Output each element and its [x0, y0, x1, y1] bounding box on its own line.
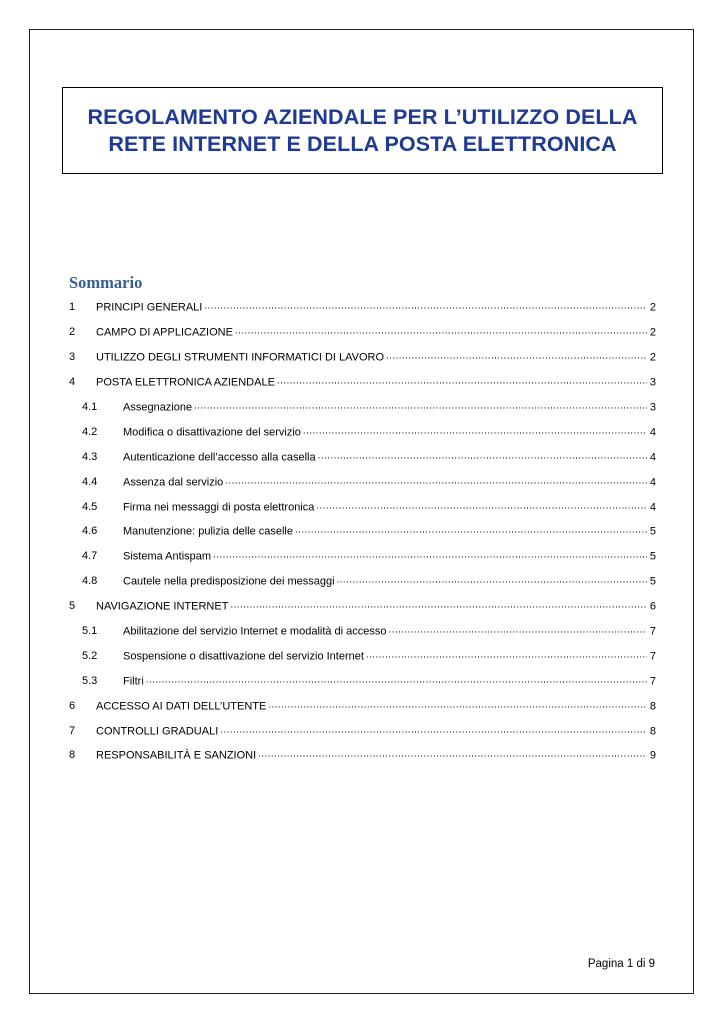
toc-entry-number: 4.5 [82, 500, 98, 513]
toc-entry-number: 3 [69, 351, 76, 364]
toc-entry[interactable] [69, 295, 656, 320]
toc-entry[interactable] [69, 494, 656, 519]
toc-entry[interactable] [69, 544, 656, 569]
toc-entry[interactable] [69, 569, 656, 594]
toc-entry-number: 5.3 [82, 674, 98, 687]
toc-entry-number: 8 [69, 749, 76, 762]
toc-entry-label: Sospensione o disattivazione del servizio Internet [123, 650, 364, 663]
toc-entry-page: 3 [649, 401, 656, 414]
toc-entry-number: 2 [69, 326, 76, 339]
toc-entry-page: 5 [649, 550, 656, 563]
toc-entry-label: RESPONSABILITÀ E SANZIONI [96, 749, 257, 762]
toc-entry[interactable] [69, 693, 656, 718]
toc-entry-body [123, 401, 656, 414]
toc-entry-number: 4 [69, 376, 76, 389]
toc-dot-leader [295, 525, 647, 535]
toc-entry[interactable] [69, 594, 656, 619]
toc-entry-body [96, 326, 656, 339]
toc-entry-body [123, 525, 656, 538]
toc-entry-label: CAMPO DI APPLICAZIONE [96, 326, 233, 339]
toc-entry[interactable] [69, 444, 656, 469]
toc-entry-label: Modifica o disattivazione del servizio [123, 426, 301, 439]
toc-entry-body [123, 450, 656, 463]
toc-entry-page: 2 [649, 351, 656, 364]
toc-entry[interactable] [69, 320, 656, 345]
toc-entry[interactable] [69, 718, 656, 743]
toc-entry-body [96, 749, 656, 762]
toc-entry-label: UTILIZZO DEGLI STRUMENTI INFORMATICI DI LAVORO [96, 351, 385, 364]
toc-entry-page: 5 [649, 525, 656, 538]
page-footer: Pagina 1 di 9 [587, 958, 655, 970]
toc-entry-label: Abilitazione del servizio Internet e modalità di accesso [123, 625, 387, 638]
toc-entry-number: 5 [69, 600, 76, 613]
toc-entry-number: 4.8 [82, 575, 98, 588]
toc-entry-number: 5.1 [82, 625, 98, 638]
toc-entry-number: 4.7 [82, 550, 98, 563]
toc-dot-leader [277, 376, 647, 386]
toc-entry-number: 4.1 [82, 401, 98, 413]
toc-entry-page: 9 [649, 749, 656, 762]
toc-entry-body [96, 699, 656, 712]
toc-dot-leader [220, 724, 647, 734]
toc-dot-leader [258, 749, 647, 759]
document-title: REGOLAMENTO AZIENDALE PER L’UTILIZZO DELLA RETE INTERNET E DELLA POSTA ELETTRONICA [87, 104, 638, 156]
toc-entry-label: Autenticazione dell’accesso alla casella [123, 451, 316, 464]
toc-entry-body [123, 550, 656, 563]
toc-entry[interactable] [69, 619, 656, 644]
toc-dot-leader [204, 301, 647, 311]
toc-entry-body [96, 376, 656, 389]
toc-entry-number: 5.2 [82, 649, 98, 662]
toc-entry-label: Filtri [123, 675, 144, 688]
toc-entry-page: 2 [649, 326, 656, 339]
toc-entry-body [96, 301, 656, 314]
toc-entry-body [123, 500, 656, 513]
toc-entry-number: 4.6 [82, 525, 98, 538]
toc-dot-leader [268, 699, 647, 709]
toc-entry[interactable] [69, 519, 656, 544]
toc-entry-page: 3 [649, 376, 656, 389]
toc-dot-leader [366, 649, 647, 659]
toc-entry-page: 2 [649, 301, 656, 314]
toc-entry-label: Sistema Antispam [123, 550, 212, 563]
toc-entry-label: Assegnazione [123, 401, 193, 414]
toc-entry[interactable] [69, 743, 656, 768]
toc-entry-page: 7 [649, 625, 656, 638]
toc-entry-body [123, 674, 656, 687]
toc-entry-page: 7 [649, 650, 656, 663]
title-box [62, 87, 663, 174]
toc-entry-label: Cautele nella predisposizione dei messaggi [123, 575, 335, 588]
toc-entry-body [96, 600, 656, 613]
toc-dot-leader [213, 550, 647, 560]
toc-heading: Sommario [69, 273, 143, 292]
toc-entry-label: NAVIGAZIONE INTERNET [96, 600, 229, 613]
toc-dot-leader [316, 500, 647, 510]
toc-entry-page: 8 [649, 700, 656, 713]
toc-entry-number: 4.2 [82, 425, 98, 438]
toc-entry-label: Manutenzione: pulizia delle caselle [123, 525, 293, 538]
toc-entry-label: PRINCIPI GENERALI [96, 301, 203, 314]
toc-entry[interactable] [69, 643, 656, 668]
toc-entry-page: 5 [649, 575, 656, 588]
toc-entry-label: Firma nei messaggi di posta elettronica [123, 501, 315, 514]
toc-entry-page: 6 [649, 600, 656, 613]
toc-dot-leader [389, 625, 647, 635]
toc-entry-label: Assenza dal servizio [123, 476, 224, 489]
toc-dot-leader [303, 425, 647, 435]
toc-entry-number: 4.4 [82, 475, 98, 488]
toc-entry-body [96, 724, 656, 737]
toc-entry-body [123, 575, 656, 588]
toc-entry-number: 7 [69, 724, 76, 737]
toc-dot-leader [146, 674, 647, 684]
toc-entry[interactable] [69, 419, 656, 444]
toc-entry-number: 6 [69, 699, 76, 712]
toc-entry-body [123, 649, 656, 662]
toc-entry[interactable] [69, 469, 656, 494]
toc-dot-leader [194, 401, 647, 411]
toc-entry-body [123, 625, 656, 638]
toc-entry[interactable] [69, 668, 656, 693]
toc-entry[interactable] [69, 345, 656, 370]
toc-entry-page: 4 [649, 476, 656, 489]
toc-entry-body [123, 425, 656, 438]
toc-entry-page: 8 [649, 725, 656, 738]
toc-entry-body [123, 475, 656, 488]
toc-entry-page: 7 [649, 675, 656, 688]
toc-dot-leader [337, 575, 647, 585]
toc-entry-number: 1 [69, 301, 76, 314]
table-of-contents [69, 295, 656, 768]
toc-dot-leader [230, 600, 646, 610]
toc-entry-page: 4 [649, 451, 656, 464]
toc-entry-label: CONTROLLI GRADUALI [96, 725, 219, 738]
toc-entry[interactable] [69, 370, 656, 395]
toc-entry-page: 4 [649, 426, 656, 439]
toc-entry-page: 4 [649, 501, 656, 514]
toc-entry-body [96, 351, 656, 364]
toc-dot-leader [235, 326, 647, 336]
toc-entry[interactable] [69, 395, 656, 420]
toc-entry-label: POSTA ELETTRONICA AZIENDALE [96, 376, 275, 389]
toc-dot-leader [386, 351, 647, 361]
toc-entry-number: 4.3 [82, 450, 98, 463]
toc-dot-leader [225, 475, 647, 485]
toc-dot-leader [318, 450, 647, 460]
toc-entry-label: ACCESSO AI DATI DELL’UTENTE [96, 700, 267, 713]
